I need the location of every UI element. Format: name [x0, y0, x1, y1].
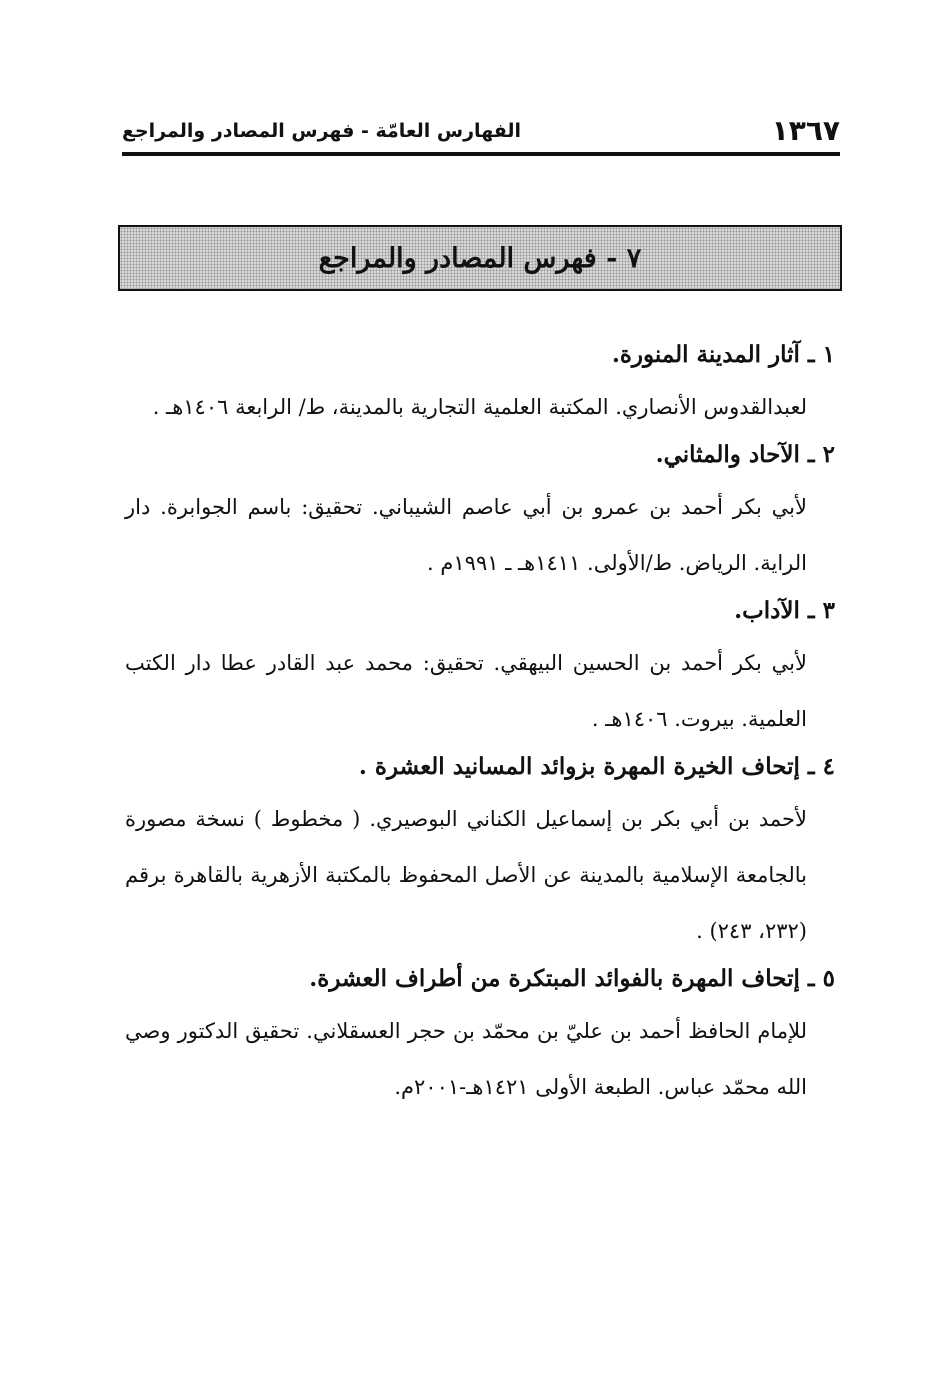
- bibliography-entry: [125, 335, 835, 435]
- bibliography-entry: [125, 959, 835, 1115]
- page-number: ١٣٦٧: [771, 114, 840, 147]
- bibliography-entry: [125, 591, 835, 747]
- bibliography-list: [125, 335, 835, 1115]
- entry-title: ٤ ـ إتحاف الخيرة المهرة بزوائد المسانيد العشرة .: [358, 753, 835, 780]
- entry-title: ٥ ـ إتحاف المهرة بالفوائد المبتكرة من أطراف العشرة.: [309, 965, 835, 992]
- entry-text: لأبي بكر أحمد بن عمرو بن أبي عاصم الشيباني. تحقيق: باسم الجوابرة. دار الراية. الرياض. ط/الأولى. ١٤١١هـ ـ ١٩٩١م .: [125, 495, 807, 575]
- entry-text: لأبي بكر أحمد بن الحسين البيهقي. تحقيق: محمد عبد القادر عطا دار الكتب العلمية. بيروت. ١٤٠٦هـ .: [125, 651, 807, 731]
- entry-text: لعبدالقدوس الأنصاري. المكتبة العلمية التجارية بالمدينة، ط/ الرابعة ١٤٠٦هـ .: [152, 395, 807, 419]
- entry-title: ١ ـ آثار المدينة المنورة.: [611, 341, 835, 368]
- entry-title: ٢ ـ الآحاد والمثاني.: [655, 441, 835, 468]
- entry-text: للإمام الحافظ أحمد بن عليّ بن محمّد بن حجر العسقلاني. تحقيق الدكتور وصي الله محمّد عباس. الطبعة الأولى ١٤٢١هـ-٢٠٠١م.: [125, 1019, 807, 1099]
- bibliography-entry: [125, 435, 835, 591]
- entry-text: لأحمد بن أبي بكر بن إسماعيل الكناني البوصيري. ( مخطوط ) نسخة مصورة بالجامعة الإسلامية بالمدينة عن الأصل المحفوظ بالمكتبة الأزهرية بالقاهرة برقم (٢٣٢، ٢٤٣) .: [125, 807, 807, 943]
- section-title-box: [118, 225, 842, 291]
- section-title: ٧ - فهرس المصادر والمراجع: [318, 242, 642, 274]
- entry-title: ٣ ـ الآداب.: [734, 597, 835, 624]
- bibliography-entry: [125, 747, 835, 959]
- running-header: [122, 112, 840, 156]
- running-title: الفهارس العامّة - فهرس المصادر والمراجع: [122, 120, 522, 142]
